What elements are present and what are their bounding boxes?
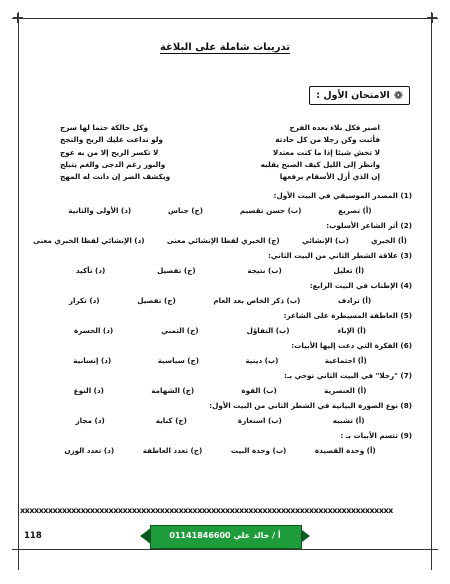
separator-line [20,506,430,515]
option-d[interactable]: (د) إنسانية [73,356,112,365]
poem-verse [60,171,380,183]
options-row [22,202,418,220]
question-3 [22,250,418,280]
poem-first-hemistich: إن الذي أزل الأسقام يرفعها [279,172,380,182]
options-row [22,442,418,460]
question-text: (6) الفكرة التي دعت إليها الأبيات: [291,341,412,350]
question-text: (3) علاقة الشطر الثاني من البيت الثاني: [268,251,412,260]
question-9 [22,430,418,460]
option-a[interactable]: (أ) الخبري [371,236,407,245]
options-row [22,352,418,370]
option-b[interactable]: (ب) القوة [241,386,277,395]
question-text: (1) المصدر الموسيقي في البيت الأول: [273,191,412,200]
option-b[interactable]: (ب) نتيجة [247,266,282,275]
question-6 [22,340,418,370]
option-a[interactable]: (أ) تشبيه [332,416,365,425]
page-title: تدريبات شاملة على البلاغة [159,42,291,53]
banner-text: أ / خالد علي 01141846600 [169,531,281,540]
questions-list [22,190,418,460]
question-7 [22,370,418,400]
flower-bullet-icon: ❁ [393,89,403,102]
question-4 [22,280,418,310]
option-d[interactable]: (د) الأولى والثانية [68,206,132,215]
page-number: 118 [24,531,42,541]
options-row [22,262,418,280]
option-a[interactable]: (أ) تعليل [333,266,365,275]
option-b[interactable]: (ب) دينية [245,356,279,365]
option-a[interactable]: (أ) العنصرية [324,386,367,395]
question-1 [22,190,418,220]
poem-first-hemistich: لا تخش شيئا إذا ما كنت معتدلا [272,147,380,157]
exam-heading-box [309,86,410,105]
option-d[interactable]: (د) الإنشائي لفظا الخبري معنى [33,236,145,245]
option-b[interactable]: (ب) وحدة البيت [230,446,287,455]
option-c[interactable]: (ج) جناس [168,206,204,215]
option-c[interactable]: (ج) تعدد العاطفة [142,446,203,455]
option-a[interactable]: (أ) اجتماعية [324,356,367,365]
poem-first-hemistich: فأثبت وكن رجلا من كل حادثة [275,135,380,145]
poem-block [60,122,380,183]
poem-second-hemistich: وكل حالكة حتما لها سرج [60,123,149,132]
option-c[interactable]: (ج) تفصيل [137,296,176,305]
question-8 [22,400,418,430]
exam-heading: الامتحان الأول : [316,90,390,101]
poem-verse [60,122,380,134]
option-a[interactable]: (أ) تصريع [338,206,372,215]
question-2 [22,220,418,250]
option-b[interactable]: (ب) الإنشائي [301,236,349,245]
options-row [22,412,418,430]
option-a[interactable]: (أ) الإباء [337,326,366,335]
corner-ornament-icon [427,13,437,23]
options-row [22,232,418,250]
poem-second-hemistich: لا تكسر الريح إلا من به عوج [60,147,159,157]
option-c[interactable]: (ج) الشهامة [151,386,195,395]
option-c[interactable]: (ج) سياسية [157,356,200,365]
option-d[interactable]: (د) تكرار [68,296,100,305]
poem-second-hemistich: ويكشف الضر إن دانت له المهج [60,172,171,182]
question-text: (8) نوع الصورة البيانية في الشطر الثاني من البيت الأول: [209,401,412,410]
options-row [22,382,418,400]
question-text: (7) "رجلا" في البيت الثاني توحي بـ: [284,371,412,380]
option-b[interactable]: (ب) حسن تقسيم [239,206,302,215]
option-b[interactable]: (ب) التفاؤل [246,326,290,335]
author-banner [140,522,310,550]
option-c[interactable]: (ج) تفصيل [157,266,196,275]
corner-ornament-icon [13,13,23,23]
option-c[interactable]: (ج) كناية [155,416,187,425]
option-d[interactable]: (د) النوع [73,386,104,395]
poem-first-hemistich: وانظر إلى الليل كيف الصبح يقلبه [260,159,380,169]
question-text: (2) أثر الشاعر الأسلوب: [326,221,412,230]
question-text: (9) تتسم الأبيات بـ : [340,431,412,440]
poem-verse [60,147,380,159]
option-c[interactable]: (ج) التمني [161,326,199,335]
option-d[interactable]: (د) مجاز [75,416,105,425]
question-5 [22,310,418,340]
option-a[interactable]: (أ) وحدة القصيدة [314,446,376,455]
option-d[interactable]: (د) الحسرة [74,326,114,335]
options-row [22,322,418,340]
question-text: (4) الإطناب في البيت الرابع: [309,281,412,290]
option-c[interactable]: (ج) الخبري لفظا الإنشائي معنى [166,236,280,245]
poem-verse [60,134,380,146]
option-d[interactable]: (د) تأكيد [75,266,106,275]
option-b[interactable]: (ب) استعارة [237,416,282,425]
poem-verse [60,159,380,171]
option-a[interactable]: (أ) ترادف [337,296,372,305]
poem-first-hemistich: اصبر فكل بلاء بعده الفرج [289,123,380,132]
option-b[interactable]: (ب) ذكر الخاص بعد العام [213,296,301,305]
poem-second-hemistich: والنور رغم الدجى والغم يتبلج [60,159,166,169]
poem-second-hemistich: ولو تداعت عليك الريح والتجج [60,135,163,145]
options-row [22,292,418,310]
question-text: (5) العاطفة المسيطرة على الشاعر: [283,311,412,320]
separator-text: xxxxxxxxxxxxxxxxxxxxxxxxxxxxxxxxxxxxxxxxxxxxxxxxxxxxxxxxxxxxxxxxxxxxxxxxxxxxxxxx [20,506,393,515]
option-d[interactable]: (د) تعدد الوزن [64,446,115,455]
